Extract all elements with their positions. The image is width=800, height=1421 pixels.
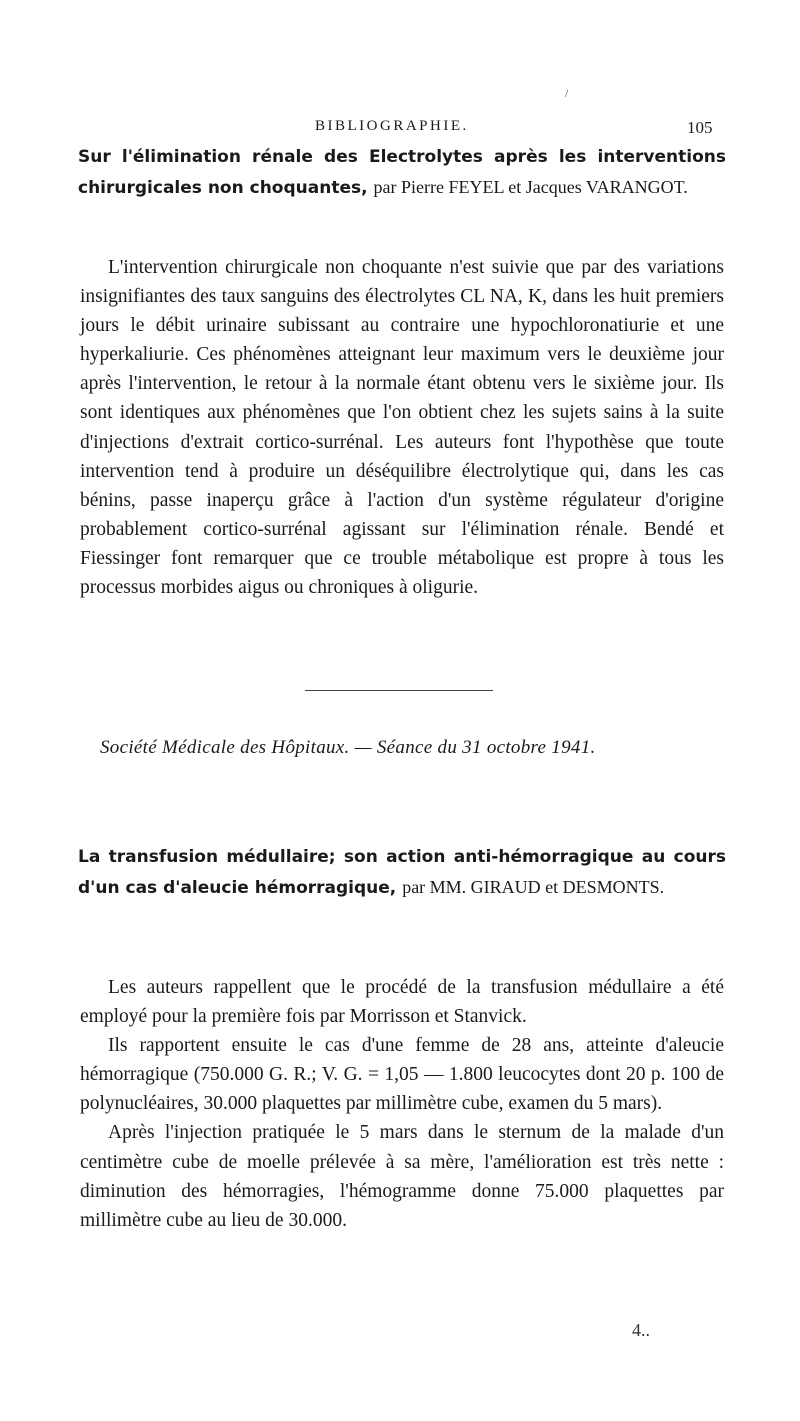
- article-1-authors: par Pierre FEYEL et Jacques VARANGOT.: [373, 177, 688, 197]
- article-1-paragraph: L'intervention chirurgicale non choquante n'est suivie que par des variations insignifiantes des taux sanguins des électrolytes CL NA, K, dans les huit premiers jours le débit urinaire subissant au contraire une hypochloronatiurie et une hyperkaliurie. Ces phénomènes atteignant leur maximum vers le deuxième jour après l'intervention, le retour à la normale étant obtenu vers le sixième jour. Ils sont identiques aux phénomènes que l'on obtient chez les sujets sains à la suite d'injections d'extrait cortico-surrénal. Les auteurs font l'hypothèse que toute intervention tend à produire un déséquilibre électrolytique qui, dans les cas bénins, passe inaperçu grâce à l'action d'un système régulateur d'origine probablement cortico-surrénal agissant sur l'élimination rénale. Bendé et Fiessinger font remarquer que ce trouble métabolique est propre à tous les processus morbides aigus ou chroniques à oligurie.: [80, 257, 724, 599]
- society-session-line: Société Médicale des Hôpitaux. — Séance du 31 octobre 1941.: [100, 737, 596, 758]
- margin-mark: /: [565, 86, 569, 100]
- article-2-heading: [78, 842, 726, 903]
- article-2-title: La transfusion médullaire; son action anti-hémorragique au cours d'un cas d'aleucie hémorragique,: [78, 847, 726, 898]
- article-1-title: Sur l'élimination rénale des Electrolytes après les interventions chirurgicales non choquantes,: [78, 147, 726, 198]
- signature-folio: 4..: [632, 1320, 650, 1340]
- article-1-body: [80, 253, 724, 602]
- article-2-authors: par MM. GIRAUD et DESMONTS.: [402, 877, 665, 897]
- section-divider: [305, 690, 493, 691]
- running-title: BIBLIOGRAPHIE.: [315, 118, 469, 134]
- article-2-body: [80, 973, 724, 1235]
- article-2-paragraph-2: Ils rapportent ensuite le cas d'une femme de 28 ans, atteinte d'aleucie hémorragique (750.000 G. R.; V. G. = 1,05 — 1.800 leucocytes dont 20 p. 100 de polynucléaires, 30.000 plaquettes par millimètre cube, examen du 5 mars).: [80, 1035, 724, 1115]
- article-1-heading: [78, 142, 726, 203]
- article-2-paragraph-1: Les auteurs rappellent que le procédé de la transfusion médullaire a été employé pour la première fois par Morrisson et Stanvick.: [80, 977, 724, 1028]
- page-number: 105: [687, 118, 713, 137]
- running-header: [0, 118, 800, 142]
- article-2-paragraph-3: Après l'injection pratiquée le 5 mars dans le sternum de la malade d'un centimètre cube de moelle prélevée à sa mère, l'amélioration est très nette : diminution des hémorragies, l'hémogramme donne 75.000 plaquettes par millimètre cube au lieu de 30.000.: [80, 1122, 724, 1231]
